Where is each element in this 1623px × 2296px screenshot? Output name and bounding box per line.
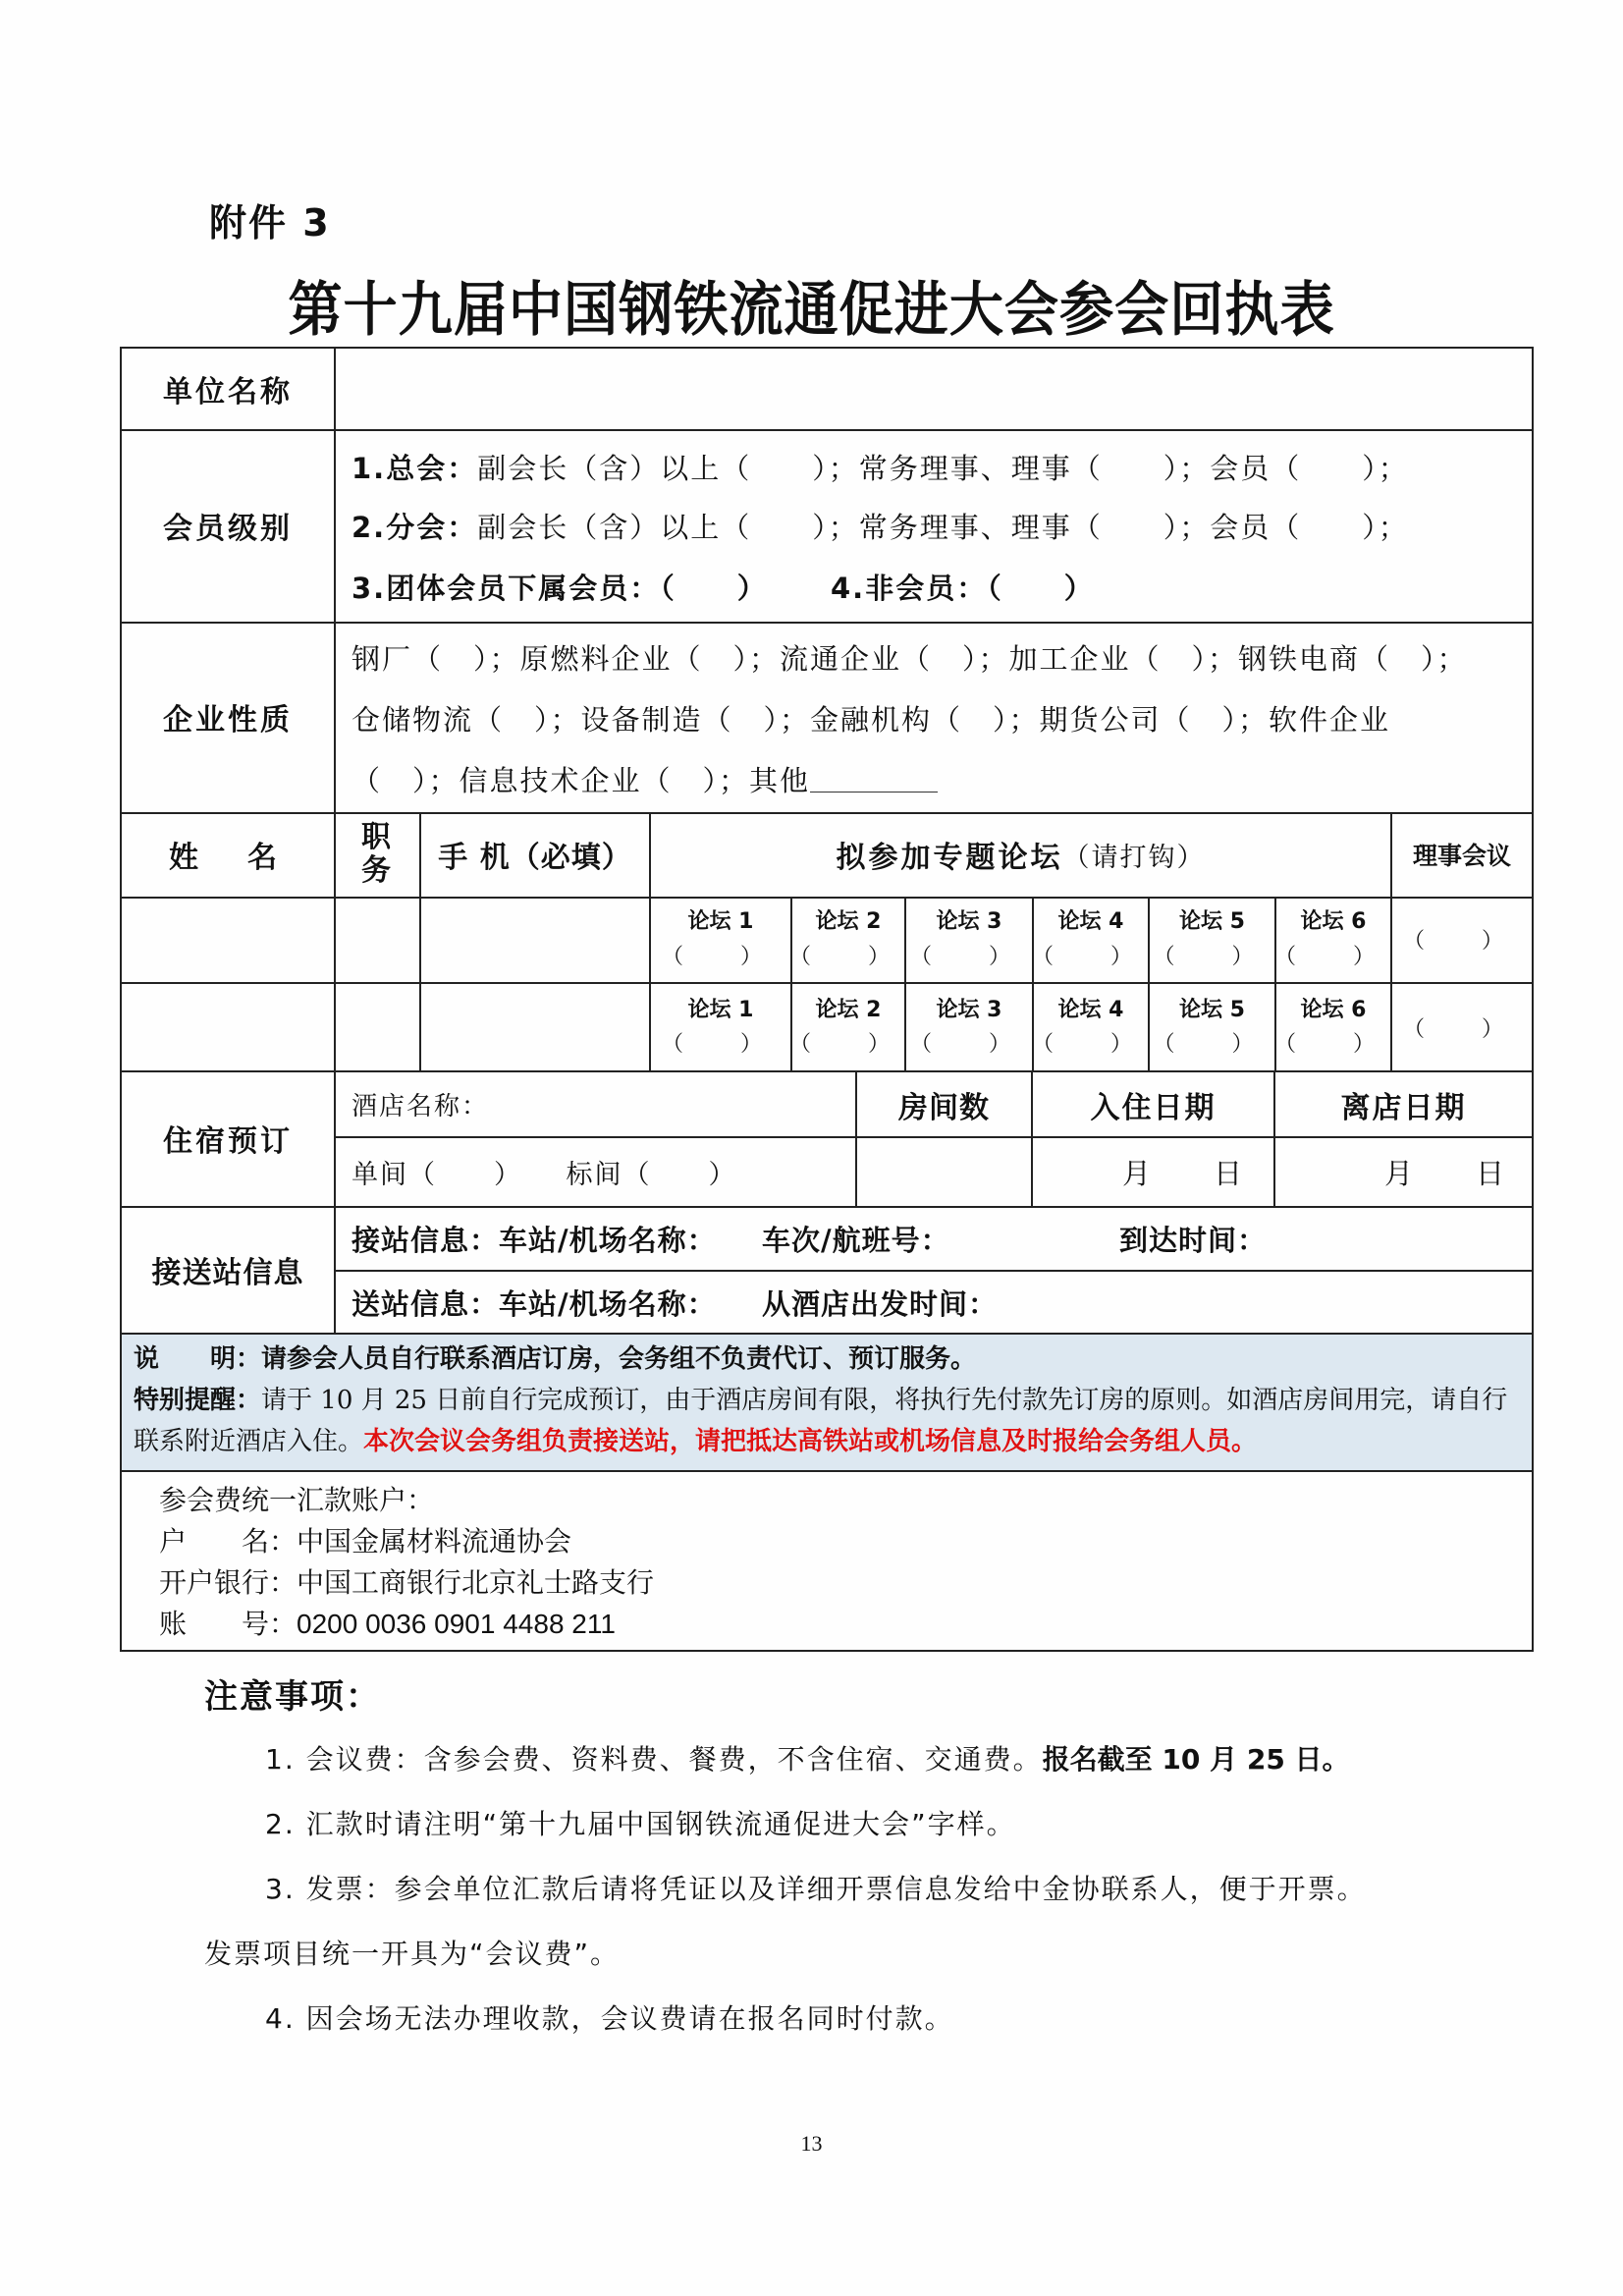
forum-3-checkbox[interactable]: （ ） — [909, 1032, 1028, 1057]
reminder-red-text: 本次会议会务组负责接送站，请把抵达高铁站或机场信息及时报给会务组人员。 — [363, 1427, 1258, 1456]
forum-6-label: 论坛 6 — [1300, 909, 1367, 935]
membership-group-subordinate[interactable]: 3.团体会员下属会员：（ ） — [352, 571, 768, 605]
notice-item-3-line2: 发票项目统一开具为“会议费”。 — [204, 1938, 621, 1970]
attendee-1-phone-field[interactable] — [421, 897, 649, 982]
membership-branch-prefix: 2.分会： — [352, 510, 478, 544]
pickup-arrival-field[interactable]: 到达时间： — [1119, 1224, 1268, 1257]
enterprise-type-line3[interactable] — [352, 751, 938, 806]
transfer-label: 接送站信息 — [151, 1255, 304, 1290]
attendee-2-council-checkbox[interactable]: （ ） — [1402, 1016, 1521, 1042]
attendee-2-forum-2[interactable] — [789, 984, 908, 1070]
forum-6-checkbox[interactable]: （ ） — [1274, 1032, 1393, 1057]
membership-line-general[interactable] — [352, 439, 1409, 494]
notices-heading: 注意事项： — [204, 1677, 381, 1717]
account-bank-label: 开户银行： — [159, 1566, 298, 1599]
header-position-char2: 务 — [361, 853, 394, 888]
account-heading: 参会费统一汇款账户： — [159, 1484, 435, 1516]
enterprise-type-label: 企业性质 — [163, 703, 293, 738]
attendee-2-forum-5[interactable] — [1150, 984, 1274, 1070]
forum-3-checkbox[interactable]: （ ） — [909, 944, 1028, 969]
attendee-2-name-field[interactable] — [122, 984, 334, 1070]
notice-item-1 — [265, 1738, 1350, 1781]
room-count-field[interactable] — [857, 1138, 1031, 1206]
header-position — [336, 812, 419, 897]
unit-name-field[interactable] — [336, 349, 1532, 429]
account-bank-line — [159, 1562, 654, 1604]
attendee-2-forum-4[interactable] — [1032, 984, 1151, 1070]
forum-2-checkbox[interactable]: （ ） — [789, 944, 908, 969]
header-forums-title: 拟参加专题论坛 — [836, 841, 1063, 875]
notice-item-3-line1: 3. 发票：参会单位汇款后请将凭证以及详细开票信息发给中金协联系人，便于开票。 — [265, 1873, 1367, 1905]
account-name-value: 中国金属材料流通协会 — [297, 1525, 572, 1558]
header-council: 理事会议 — [1412, 842, 1511, 870]
attendee-2-forum-1[interactable] — [651, 984, 790, 1070]
attendee-1-forum-5[interactable] — [1150, 897, 1274, 982]
room-type-fields[interactable]: 单间（ ） 标间（ ） — [352, 1160, 737, 1190]
membership-label: 会员级别 — [163, 512, 293, 546]
enterprise-type-line2[interactable]: 仓储物流（ ）；设备制造（ ）；金融机构（ ）；期货公司（ ）；软件企业 — [352, 702, 1391, 737]
membership-non-member[interactable]: 4.非会员：（ ） — [831, 571, 1095, 605]
account-number-label: 账 号： — [159, 1608, 298, 1640]
notice-item-2: 2. 汇款时请注明“第十九届中国钢铁流通促进大会”字样。 — [265, 1808, 1016, 1840]
note-title: 说 明： — [134, 1344, 262, 1374]
hotel-name-field[interactable]: 酒店名称： — [352, 1092, 490, 1121]
reminder-label: 特别提醒： — [134, 1386, 262, 1415]
note-content — [122, 1335, 1532, 1462]
forum-6-checkbox[interactable]: （ ） — [1274, 944, 1393, 969]
note-reminder — [134, 1380, 1522, 1462]
registration-form-table — [120, 347, 1534, 1652]
forum-6-label: 论坛 6 — [1300, 997, 1367, 1022]
unit-name-label: 单位名称 — [163, 375, 293, 410]
enterprise-type-line1[interactable]: 钢厂（ ）；原燃料企业（ ）；流通企业（ ）；加工企业（ ）；钢铁电商（ ）； — [352, 641, 1468, 676]
other-blank-field[interactable] — [810, 766, 938, 793]
page-number: 13 — [800, 2131, 823, 2156]
attendee-1-forum-4[interactable] — [1032, 897, 1151, 982]
checkout-date-field[interactable]: 月 日 — [1383, 1157, 1506, 1190]
forum-2-checkbox[interactable]: （ ） — [789, 1032, 908, 1057]
attendee-1-forum-6[interactable] — [1274, 897, 1393, 982]
forum-3-label: 论坛 3 — [936, 997, 1002, 1022]
reminder-text: 请于 10 月 25 日前自行完成预订，由于酒店房间有限，将执行先付款先订房的原则。如酒店房间用完，请自行联系附近酒店入住。 — [134, 1386, 1508, 1456]
checkin-header: 入住日期 — [1090, 1090, 1217, 1125]
attendee-2-forum-6[interactable] — [1274, 984, 1393, 1070]
account-name-label: 户 名： — [159, 1525, 298, 1558]
account-section — [159, 1480, 1337, 1653]
pickup-train-field[interactable]: 车次/航班号： — [762, 1224, 950, 1257]
attendee-1-council-checkbox[interactable]: （ ） — [1402, 929, 1521, 954]
annex-label: 附件 3 — [209, 201, 331, 245]
forum-5-label: 论坛 5 — [1179, 909, 1245, 935]
note-title-text: 请参会人员自行联系酒店订房，会务组不负责代订、预订服务。 — [261, 1344, 977, 1374]
checkin-date-field[interactable]: 月 日 — [1121, 1157, 1244, 1190]
membership-branch-options: 副会长（含）以上（ ）；常务理事、理事（ ）；会员（ ）； — [477, 510, 1409, 544]
attendee-2-phone-field[interactable] — [421, 984, 649, 1070]
forum-5-checkbox[interactable]: （ ） — [1153, 1032, 1271, 1057]
attendee-2-forum-3[interactable] — [906, 984, 1032, 1070]
notice-1-text: 1. 会议费：含参会费、资料费、餐费，不含住宿、交通费。 — [265, 1743, 1043, 1776]
header-forums-note: （请打钩） — [1062, 842, 1206, 873]
accommodation-label: 住宿预订 — [163, 1124, 293, 1159]
forum-1-checkbox[interactable]: （ ） — [661, 1032, 780, 1057]
forum-4-checkbox[interactable]: （ ） — [1032, 1032, 1151, 1057]
membership-general-prefix: 1.总会： — [352, 451, 478, 485]
forum-3-label: 论坛 3 — [936, 909, 1002, 935]
account-name-line — [159, 1521, 571, 1562]
header-name: 姓 名 — [169, 841, 287, 875]
forum-2-label: 论坛 2 — [815, 997, 882, 1022]
forum-4-label: 论坛 4 — [1057, 997, 1124, 1022]
note-section — [122, 1335, 1532, 1470]
notice-item-4: 4. 因会场无法办理收款，会议费请在报名同时付款。 — [265, 2002, 954, 2035]
checkout-header: 离店日期 — [1340, 1090, 1467, 1125]
forum-1-checkbox[interactable]: （ ） — [661, 944, 780, 969]
header-phone: 手 机（必填） — [438, 841, 632, 875]
forum-4-checkbox[interactable]: （ ） — [1032, 944, 1151, 969]
membership-line-branch[interactable] — [352, 498, 1409, 553]
attendee-1-forum-3[interactable] — [906, 897, 1032, 982]
attendee-1-forum-2[interactable] — [789, 897, 908, 982]
notice-1-deadline: 报名截至 10 月 25 日。 — [1042, 1743, 1350, 1776]
attendee-2-position-field[interactable] — [336, 984, 419, 1070]
forum-2-label: 论坛 2 — [815, 909, 882, 935]
forum-5-checkbox[interactable]: （ ） — [1153, 944, 1271, 969]
enterprise-type-line3-text: （ ）；信息技术企业（ ）；其他 — [352, 763, 811, 797]
pickup-station-field[interactable]: 接站信息：车站/机场名称： — [352, 1224, 717, 1257]
membership-general-options: 副会长（含）以上（ ）；常务理事、理事（ ）；会员（ ）； — [477, 451, 1409, 485]
page-title: 第十九届中国钢铁流通促进大会参会回执表 — [288, 276, 1335, 345]
attendee-1-name-field[interactable] — [122, 897, 334, 982]
room-count-header: 房间数 — [898, 1090, 990, 1125]
attendee-1-forum-1[interactable] — [651, 897, 790, 982]
account-number-line — [159, 1604, 616, 1645]
note-title-line — [134, 1339, 1522, 1380]
forum-4-label: 论坛 4 — [1057, 909, 1124, 935]
header-forums — [651, 812, 1390, 897]
account-bank-value: 中国工商银行北京礼士路支行 — [297, 1566, 655, 1599]
forum-1-label: 论坛 1 — [687, 909, 754, 935]
dropoff-departure-field[interactable]: 从酒店出发时间： — [762, 1286, 999, 1321]
forum-5-label: 论坛 5 — [1179, 997, 1245, 1022]
header-position-char1: 职 — [361, 820, 394, 854]
forum-1-label: 论坛 1 — [687, 997, 754, 1022]
dropoff-station-field[interactable]: 送站信息：车站/机场名称： — [352, 1286, 717, 1321]
account-number-value: 0200 0036 0901 4488 211 — [297, 1609, 616, 1639]
attendee-1-position-field[interactable] — [336, 897, 419, 982]
